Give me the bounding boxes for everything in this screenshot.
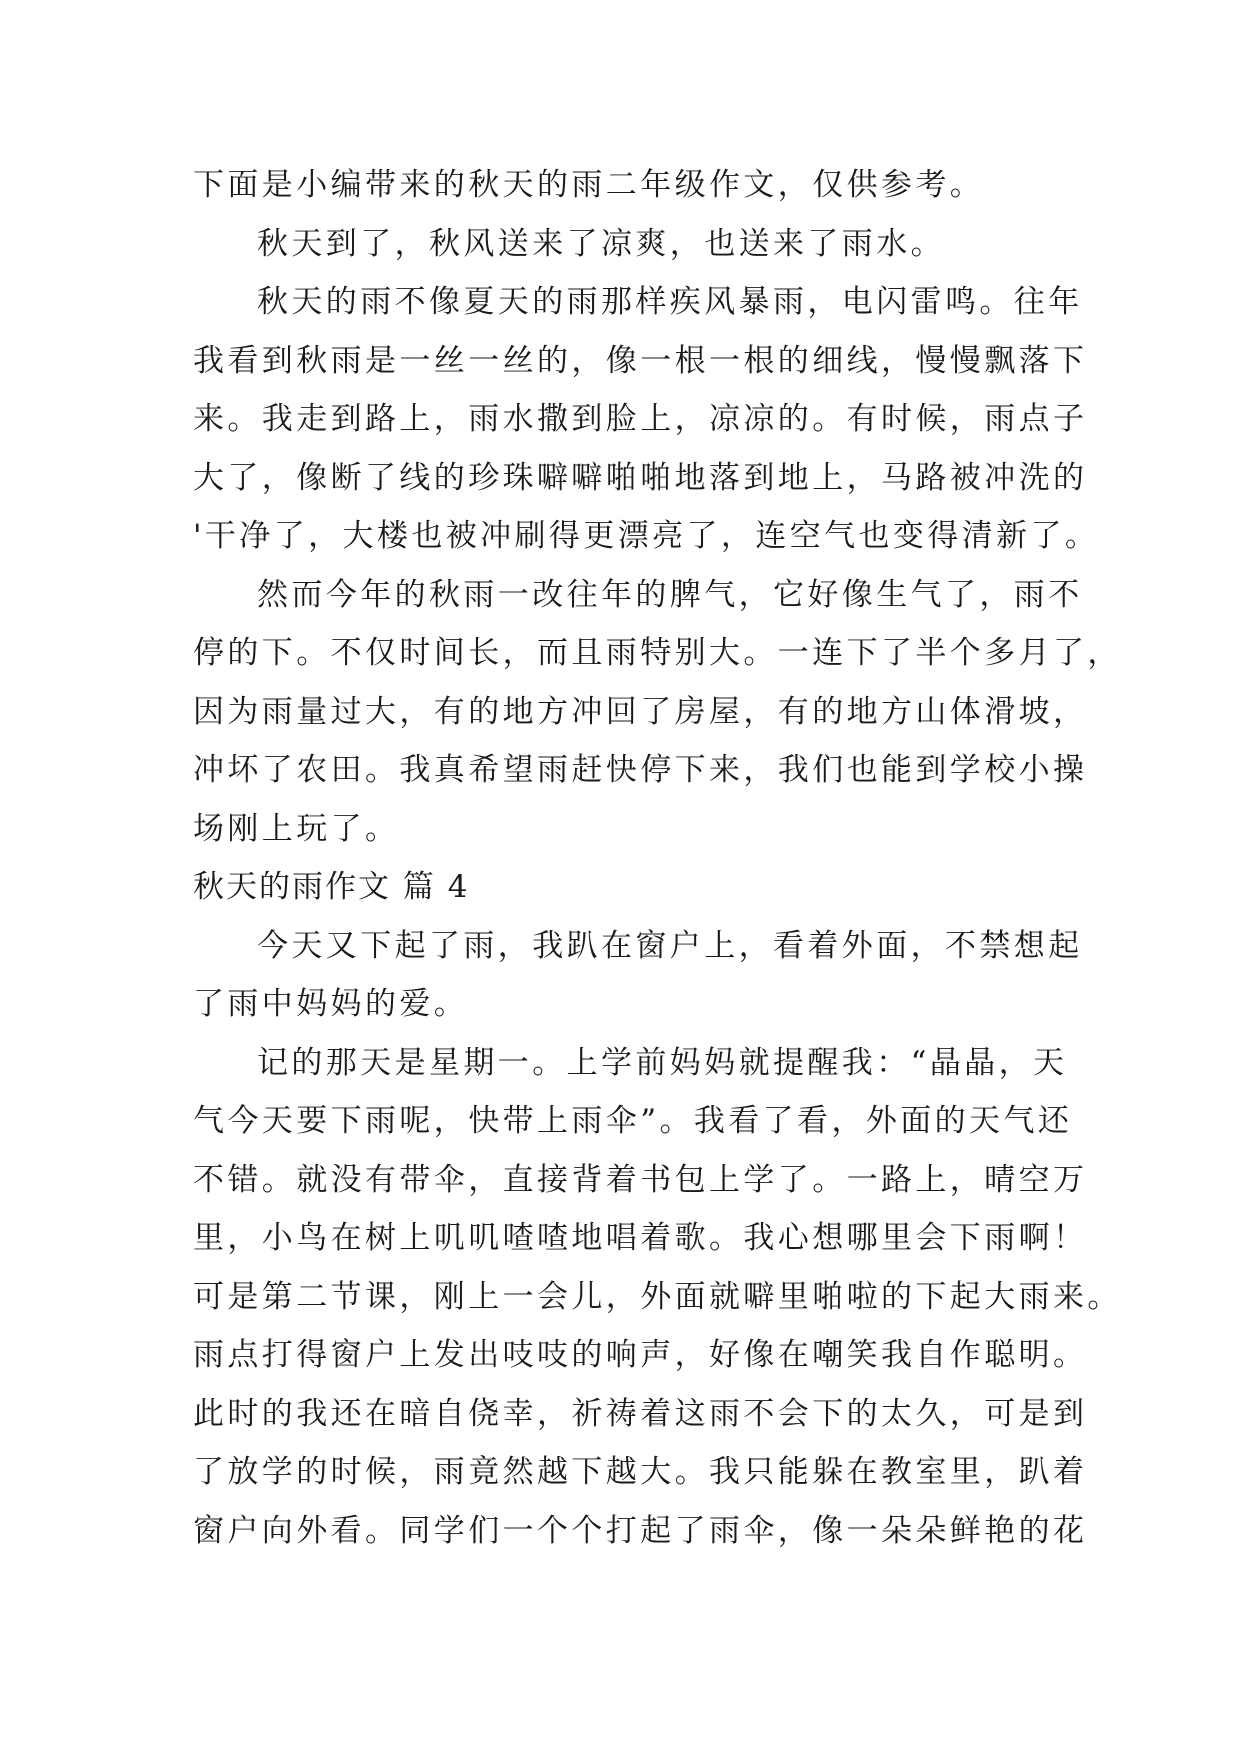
text-line: 秋天的雨不像夏天的雨那样疾风暴雨，电闪雷鸣。往年 [257,284,1083,320]
text-line: 今天又下起了雨，我趴在窗户上，看着外面，不禁想起 [257,927,1083,964]
text-line: 气今天要下雨呢，快带上雨伞”。我看了看，外面的天气还 [193,1103,1073,1139]
text-line: 秋天到了，秋风送来了凉爽，也送来了雨水。 [257,225,945,262]
text-line: 我看到秋雨是一丝一丝的，像一根一根的细线，慢慢飘落下 [193,342,1088,379]
text-line: 场刚上玩了。 [193,810,400,847]
text-line: 里，小鸟在树上叽叽喳喳地唱着歌。我心想哪里会下雨啊！ [193,1220,1088,1256]
section-heading: 秋天的雨作文 篇 4 [193,869,470,905]
text-line: '干净了，大楼也被冲刷得更漂亮了，连空气也变得清新了。 [193,518,1100,554]
text-line: 记的那天是星期一。上学前妈妈就提醒我：“晶晶，天 [257,1044,1068,1081]
text-line: 窗户向外看。同学们一个个打起了雨伞，像一朵朵鲜艳的花 [193,1512,1088,1549]
document-page [193,156,1122,1560]
text-line: 下面是小编带来的秋天的雨二年级作文，仅供参考。 [193,167,985,203]
text-line: 来。我走到路上，雨水撒到脸上，凉凉的。有时候，雨点子 [193,401,1088,437]
text-line: 然而今年的秋雨一改往年的脾气，它好像生气了，雨不 [257,576,1083,613]
text-line: 大了，像断了线的珍珠噼噼啪啪地落到地上，马路被冲洗的 [193,459,1088,496]
text-line: 可是第二节课，刚上一会儿，外面就噼里啪啦的下起大雨来。 [193,1278,1122,1315]
text-line: 雨点打得窗户上发出吱吱的响声，好像在嘲笑我自作聪明。 [193,1337,1088,1373]
text-line: 因为雨量过大，有的地方冲回了房屋，有的地方山体滑坡， [193,693,1088,730]
text-line: 不错。就没有带伞，直接背着书包上学了。一路上，晴空万 [193,1161,1088,1198]
text-line: 了放学的时候，雨竟然越下越大。我只能躲在教室里，趴着 [193,1454,1088,1490]
text-line: 了雨中妈妈的爱。 [193,986,469,1022]
text-line: 停的下。不仅时间长，而且雨特别大。一连下了半个多月了， [193,635,1122,671]
text-line: 此时的我还在暗自侥幸，祈祷着这雨不会下的太久，可是到 [193,1395,1088,1432]
text-line: 冲坏了农田。我真希望雨赶快停下来，我们也能到学校小操 [193,752,1088,788]
